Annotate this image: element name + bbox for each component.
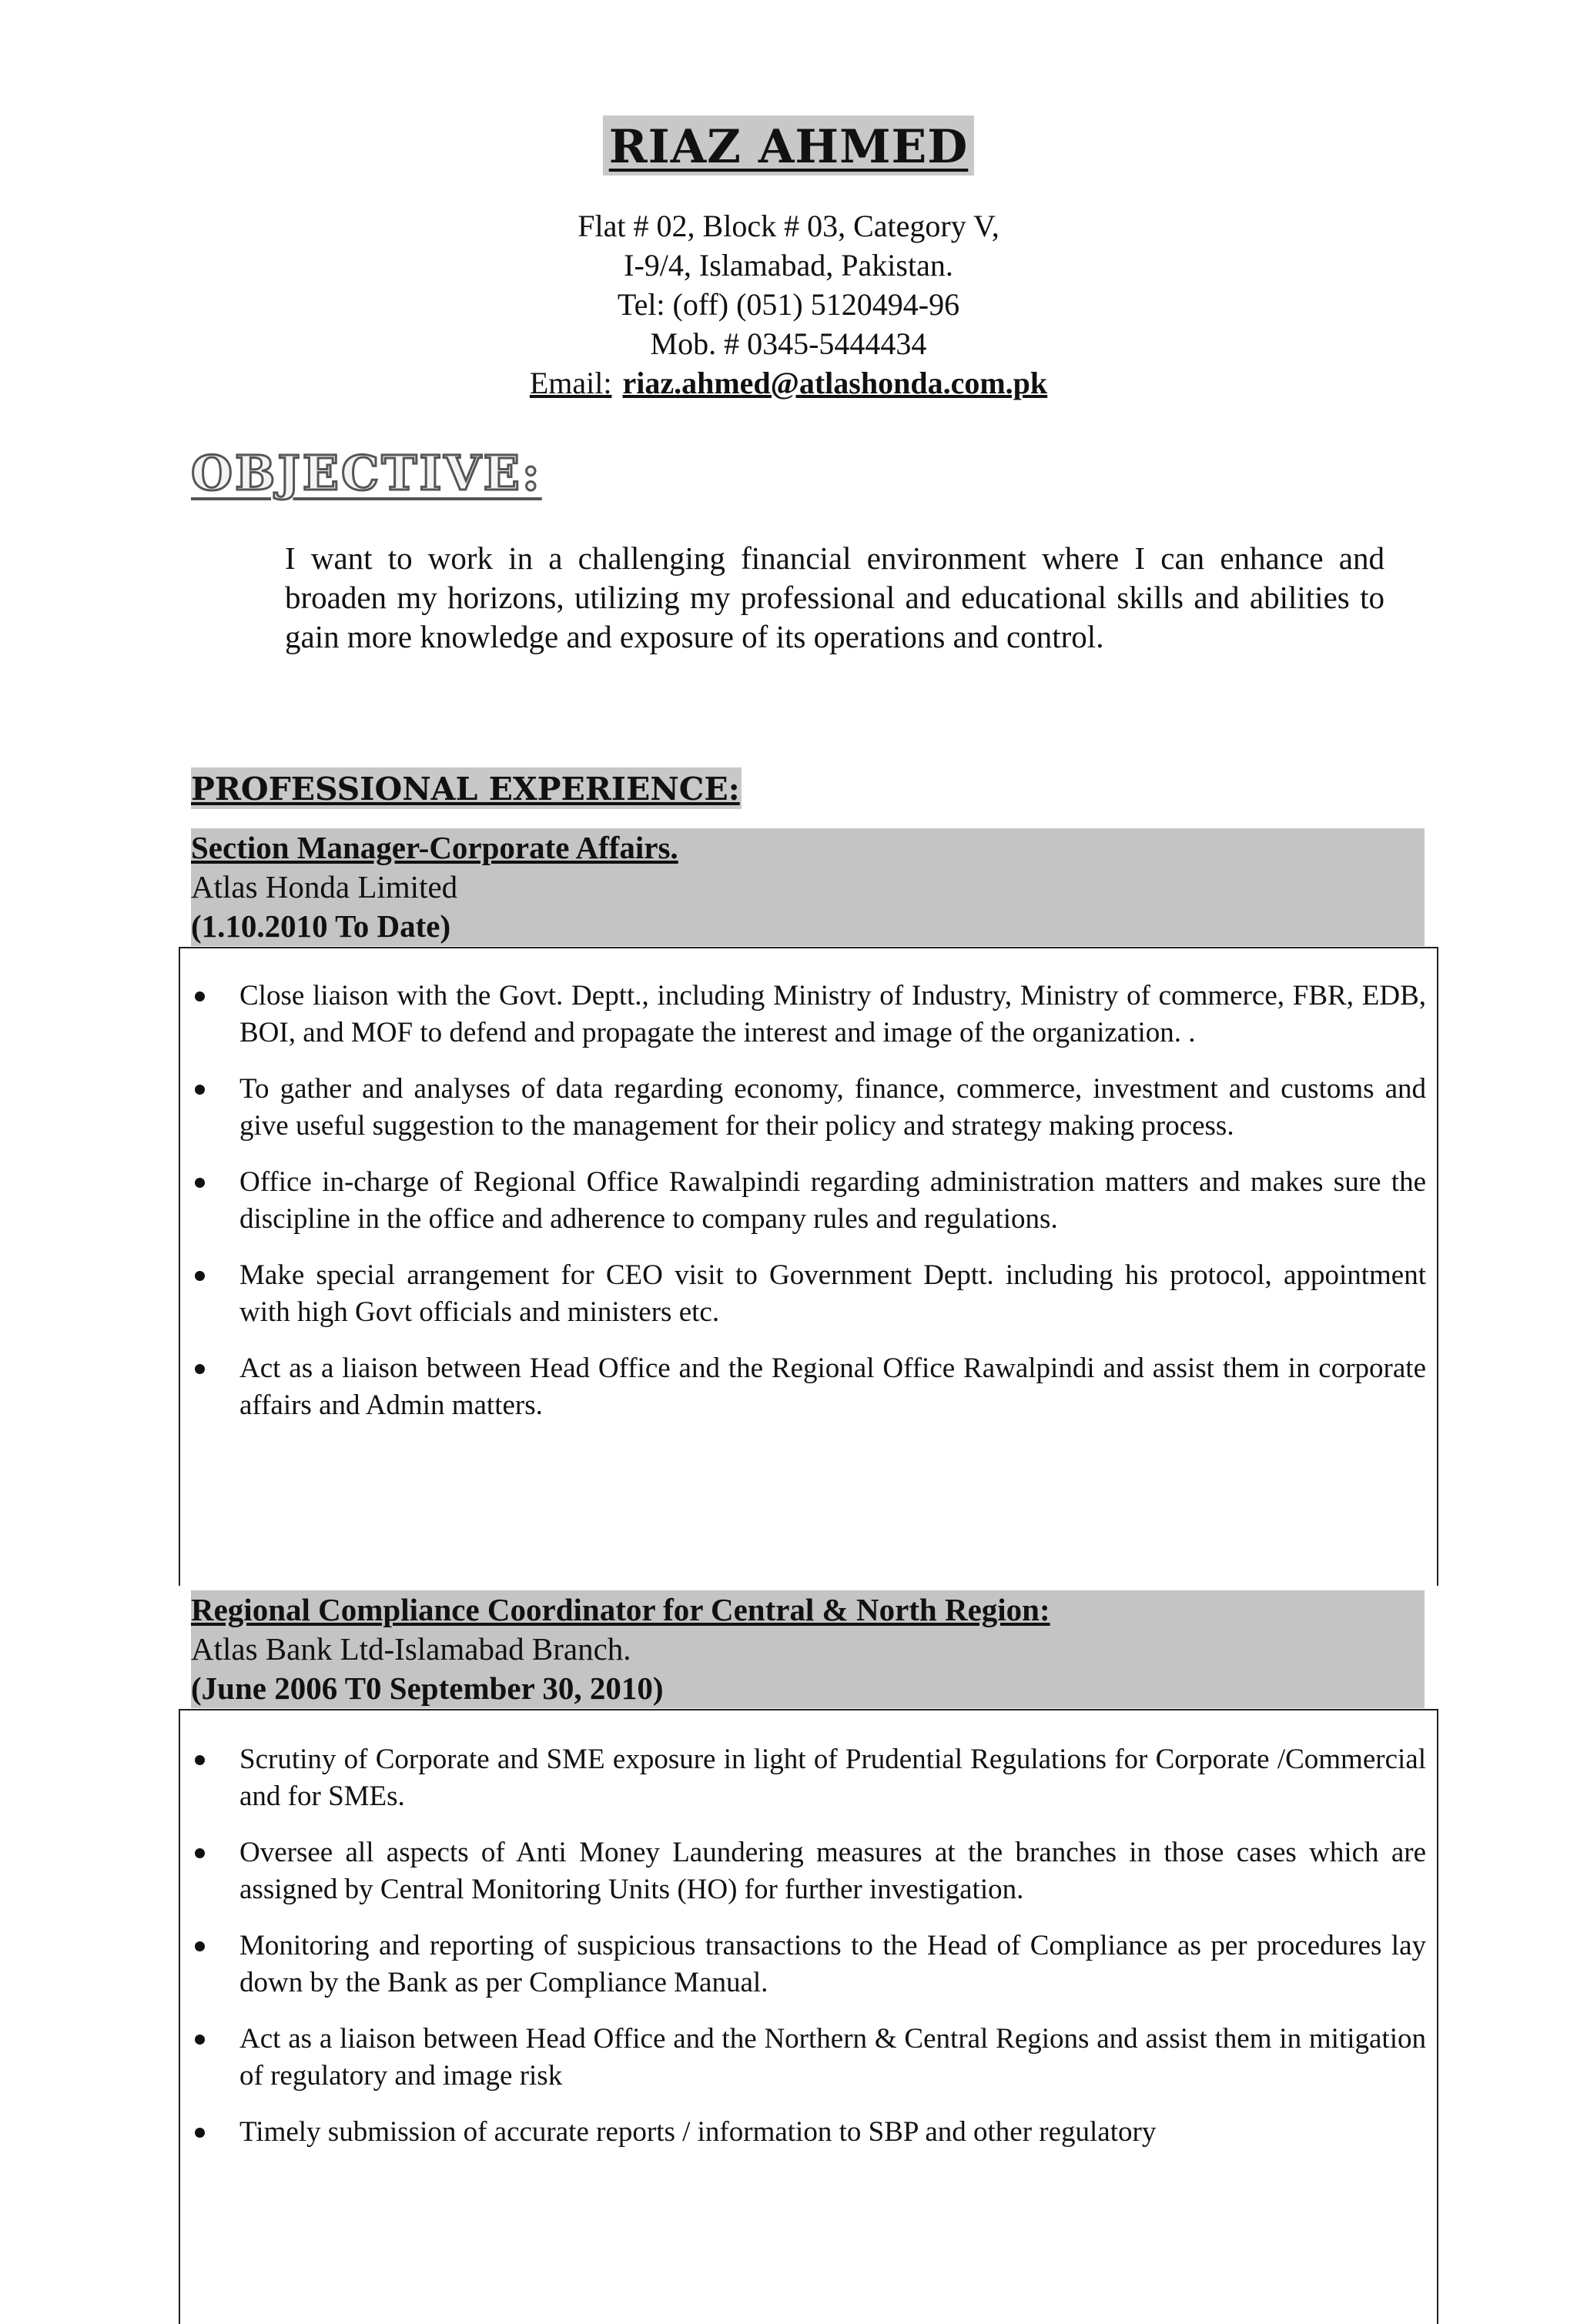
list-item: Act as a liaison between Head Office and the Northern & Central Regions and assist them in mitigation of regulatory and image risk	[180, 2021, 1426, 2095]
job-header	[191, 1590, 1425, 1708]
job-dates: (June 2006 T0 September 30, 2010)	[191, 1670, 664, 1706]
duty-list	[180, 1741, 1437, 2151]
email-link[interactable]: riaz.ahmed@atlashonda.com.pk	[622, 366, 1048, 400]
job-duties-box	[179, 1709, 1438, 2324]
job-title: Regional Compliance Coordinator for Central & North Region:	[191, 1592, 1050, 1627]
list-item: Timely submission of accurate reports / information to SBP and other regulatory	[180, 2114, 1426, 2151]
duty-list	[180, 978, 1437, 1424]
candidate-name: RIAZ AHMED	[603, 115, 975, 176]
list-item: Monitoring and reporting of suspicious transactions to the Head of Compliance as per procedures lay down by the Bank as per Compliance Manual.	[180, 1928, 1426, 2001]
job-header	[191, 828, 1425, 946]
email-line	[0, 363, 1577, 403]
job-duties-box	[179, 947, 1438, 1586]
list-item: Close liaison with the Govt. Deptt., including Ministry of Industry, Ministry of commerce, FBR, EDB, BOI, and MOF to defend and propagate the interest and image of the organization. .	[180, 978, 1426, 1052]
telephone: Tel: (off) (051) 5120494-96	[617, 287, 960, 322]
email-label: Email:	[529, 366, 612, 400]
list-item: Oversee all aspects of Anti Money Laundering measures at the branches in those cases which are assigned by Central Monitoring Units (HO) for further investigation.	[180, 1834, 1426, 1908]
list-item: Scrutiny of Corporate and SME exposure in light of Prudential Regulations for Corporate /Commercial and for SMEs.	[180, 1741, 1426, 1815]
objective-text: I want to work in a challenging financial environment where I can enhance and broaden my horizons, utilizing my professional and educational skills and abilities to gain more knowledge and exposure of its operations and control.	[285, 540, 1384, 654]
address-line-2: I-9/4, Islamabad, Pakistan.	[624, 248, 953, 283]
list-item: Make special arrangement for CEO visit to Government Deptt. including his protocol, appointment with high Govt officials and ministers etc.	[180, 1257, 1426, 1331]
job-title: Section Manager-Corporate Affairs.	[191, 830, 678, 865]
address-line-1: Flat # 02, Block # 03, Category V,	[578, 209, 999, 243]
job-dates: (1.10.2010 To Date)	[191, 908, 451, 944]
objective-heading: OBJECTIVE:	[191, 445, 542, 501]
job-company: Atlas Bank Ltd-Islamabad Branch.	[191, 1631, 631, 1667]
list-item: Act as a liaison between Head Office and the Regional Office Rawalpindi and assist them in corporate affairs and Admin matters.	[180, 1350, 1426, 1424]
job-company: Atlas Honda Limited	[191, 869, 458, 905]
list-item: Office in-charge of Regional Office Rawalpindi regarding administration matters and makes sure the discipline in the office and adherence to company rules and regulations.	[180, 1164, 1426, 1238]
experience-heading: PROFESSIONAL EXPERIENCE:	[191, 767, 742, 809]
list-item: To gather and analyses of data regarding economy, finance, commerce, investment and customs and give useful suggestion to the management for their policy and strategy making process.	[180, 1071, 1426, 1145]
mobile: Mob. # 0345-5444434	[650, 326, 927, 361]
contact-block	[0, 206, 1577, 403]
header	[0, 115, 1577, 176]
